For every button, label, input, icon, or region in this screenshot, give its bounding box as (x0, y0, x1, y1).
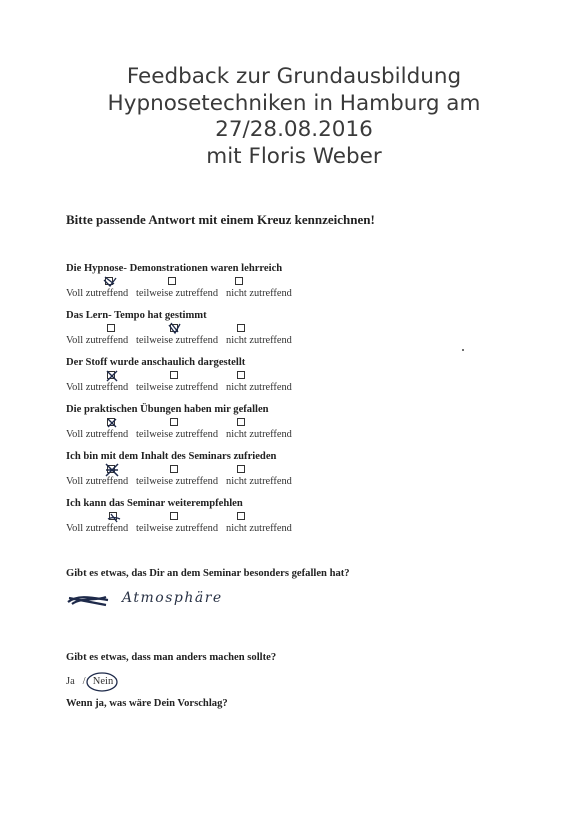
option-teilweise-label: teilweise zutreffend (136, 288, 219, 299)
checkbox-teilweise[interactable] (170, 512, 178, 520)
title-line-1: Feedback zur Grundausbildung (126, 64, 462, 89)
option-teilweise-label: teilweise zutreffend (136, 476, 219, 487)
open-question-suggestion: Wenn ja, was wäre Dein Vorschlag? (66, 698, 228, 709)
checkbox-teilweise[interactable] (170, 371, 178, 379)
question-block (66, 309, 526, 348)
cross-mark-icon (105, 416, 119, 430)
stray-dot (462, 349, 464, 351)
question-block (66, 497, 526, 536)
checkbox-voll[interactable] (107, 371, 115, 379)
option-nicht-label: nicht zutreffend (226, 335, 292, 346)
question-block (66, 450, 526, 489)
question-block (66, 403, 526, 442)
option-labels (66, 476, 526, 489)
question-text: Die Hypnose- Demonstrationen waren lehrreich (66, 263, 283, 274)
option-nicht-label: nicht zutreffend (226, 382, 292, 393)
title-line-2: Hypnosetechniken in Hamburg am (107, 90, 481, 116)
option-labels (66, 382, 526, 395)
question-text: Ich kann das Seminar weiterempfehlen (66, 498, 243, 509)
checkbox-voll[interactable] (105, 277, 113, 285)
option-voll-label: Voll zutreffend (66, 288, 129, 299)
checkbox-row (66, 323, 526, 335)
checkbox-row (66, 464, 526, 476)
ja-nein-choice (66, 676, 115, 687)
title-line-3: 27/28.08.2016 (215, 117, 373, 142)
option-voll-label: Voll zutreffend (66, 382, 129, 393)
checkbox-nicht[interactable] (237, 465, 245, 473)
checkbox-nicht[interactable] (237, 371, 245, 379)
checkbox-voll[interactable] (107, 465, 115, 473)
checkbox-voll[interactable] (109, 512, 117, 520)
checkbox-row (66, 511, 526, 523)
separator: / (82, 676, 86, 687)
option-nein[interactable] (91, 676, 115, 687)
question-block (66, 262, 526, 301)
option-nicht-label: nicht zutreffend (226, 523, 292, 534)
checkbox-nicht[interactable] (237, 324, 245, 332)
checkbox-teilweise[interactable] (170, 465, 178, 473)
cross-mark-icon (168, 322, 182, 336)
option-ja[interactable]: Ja (66, 676, 75, 687)
cross-mark-icon (103, 275, 117, 289)
option-nicht-label: nicht zutreffend (226, 429, 292, 440)
option-nicht-label: nicht zutreffend (226, 288, 292, 299)
document-title (0, 64, 588, 170)
handwritten-answer[interactable] (66, 588, 266, 610)
checkbox-nicht[interactable] (235, 277, 243, 285)
question-text: Das Lern- Tempo hat gestimmt (66, 310, 207, 321)
checkbox-row (66, 276, 526, 288)
checkbox-nicht[interactable] (237, 512, 245, 520)
circle-mark-icon (82, 671, 119, 693)
option-voll-label: Voll zutreffend (66, 429, 129, 440)
cross-mark-icon (105, 369, 119, 383)
question-text: Der Stoff wurde anschaulich dargestellt (66, 357, 246, 368)
handwritten-answer-text: Atmosphäre (122, 590, 223, 606)
option-labels (66, 429, 526, 442)
option-nein-label: Nein (92, 676, 114, 687)
open-question-liked: Gibt es etwas, das Dir an dem Seminar besonders gefallen hat? (66, 568, 350, 579)
option-teilweise-label: teilweise zutreffend (136, 429, 219, 440)
option-voll-label: Voll zutreffend (66, 523, 129, 534)
title-line-4: mit Floris Weber (206, 143, 382, 169)
checkbox-teilweise[interactable] (170, 418, 178, 426)
option-teilweise-label: teilweise zutreffend (136, 382, 219, 393)
checkbox-row (66, 417, 526, 429)
option-labels (66, 523, 526, 536)
instruction-text: Bitte passende Antwort mit einem Kreuz kennzeichnen! (66, 212, 375, 227)
checkbox-voll[interactable] (107, 324, 115, 332)
option-nicht-label: nicht zutreffend (226, 476, 292, 487)
option-voll-label: Voll zutreffend (66, 476, 129, 487)
checkbox-voll[interactable] (107, 418, 115, 426)
checkbox-row (66, 370, 526, 382)
cross-mark-icon (107, 510, 121, 524)
checkbox-teilweise[interactable] (170, 324, 178, 332)
cross-mark-icon (105, 463, 119, 477)
option-teilweise-label: teilweise zutreffend (136, 523, 219, 534)
option-teilweise-label: teilweise zutreffend (136, 335, 219, 346)
question-text: Ich bin mit dem Inhalt des Seminars zufrieden (66, 451, 277, 462)
option-labels (66, 335, 526, 348)
option-voll-label: Voll zutreffend (66, 335, 129, 346)
question-text: Die praktischen Übungen haben mir gefallen (66, 404, 269, 415)
open-question-change: Gibt es etwas, dass man anders machen sollte? (66, 652, 277, 663)
checkbox-teilweise[interactable] (168, 277, 176, 285)
option-labels (66, 288, 526, 301)
question-block (66, 356, 526, 395)
checkbox-nicht[interactable] (237, 418, 245, 426)
